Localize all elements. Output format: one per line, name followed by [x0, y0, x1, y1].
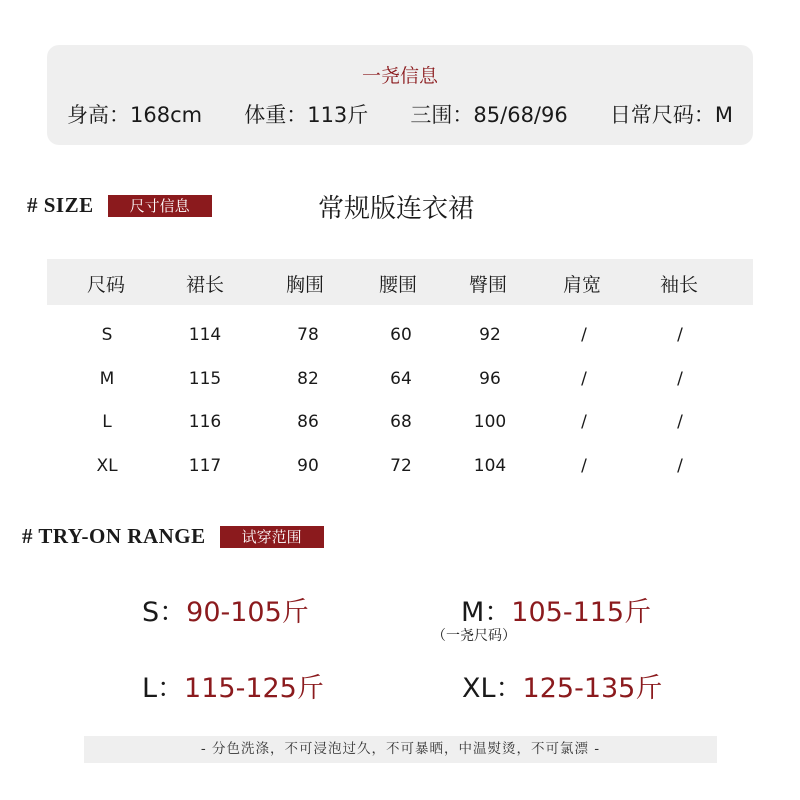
header-shoulder: 肩宽 [562, 274, 602, 296]
size-section-header [27, 193, 212, 218]
table-cell: 116 [188, 412, 222, 432]
table-cell: / [581, 325, 587, 345]
table-cell: / [581, 456, 587, 476]
tryon-range-m [461, 590, 651, 629]
model-height: 身高：168cm [67, 103, 203, 127]
tryon-size-label: M： [461, 597, 512, 628]
tryon-range-s [142, 590, 309, 629]
header-bust: 胸围 [285, 274, 325, 296]
usual-size-note: （一尧尺码） [432, 628, 516, 644]
table-cell: 115 [188, 369, 222, 389]
product-type-title: 常规版连衣裙 [318, 194, 475, 224]
table-cell: 82 [297, 369, 319, 389]
table-cell: 78 [297, 325, 319, 345]
header-size: 尺码 [86, 274, 126, 296]
table-cell: 96 [479, 369, 501, 389]
model-measurements: 三围：85/68/96 [410, 103, 568, 127]
table-cell: S [101, 325, 113, 345]
tryon-weight-range: 125-135斤 [522, 673, 663, 704]
model-weight: 体重：113斤 [244, 103, 369, 127]
table-cell: 86 [297, 412, 319, 432]
size-section-label: # SIZE [27, 193, 94, 217]
model-info-card [47, 45, 753, 145]
tryon-weight-range: 105-115斤 [511, 597, 652, 628]
tryon-section-header [22, 524, 324, 549]
table-row [0, 456, 800, 486]
size-section-tag: 尺寸信息 [108, 195, 212, 217]
table-cell: 72 [390, 456, 412, 476]
table-row [0, 369, 800, 399]
model-stats [67, 99, 733, 129]
table-cell: 100 [473, 412, 507, 432]
table-cell: 60 [390, 325, 412, 345]
table-cell: 90 [297, 456, 319, 476]
table-cell: 92 [479, 325, 501, 345]
table-cell: 64 [390, 369, 412, 389]
tryon-weight-range: 90-105斤 [186, 597, 309, 628]
tryon-size-label: S： [142, 597, 187, 628]
table-cell: 68 [390, 412, 412, 432]
table-cell: / [581, 369, 587, 389]
table-cell: 104 [473, 456, 507, 476]
tryon-range-xl [462, 666, 662, 705]
size-table-header [47, 259, 753, 305]
tryon-weight-range: 115-125斤 [184, 673, 324, 704]
tryon-size-label: L： [142, 673, 185, 704]
header-hip: 臀围 [468, 274, 508, 296]
header-sleeve: 袖长 [659, 274, 699, 296]
table-row [0, 325, 800, 355]
table-cell: M [99, 369, 115, 389]
tryon-section-label: # TRY-ON RANGE [22, 524, 206, 548]
table-cell: / [677, 456, 683, 476]
header-skirt-length: 裙长 [185, 274, 225, 296]
table-cell: L [102, 412, 112, 432]
table-row [0, 412, 800, 442]
table-cell: / [677, 412, 683, 432]
table-cell: XL [96, 456, 118, 476]
tryon-range-l [142, 666, 324, 705]
table-cell: / [677, 369, 683, 389]
tryon-section-tag: 试穿范围 [220, 526, 324, 548]
table-cell: / [677, 325, 683, 345]
care-instructions: - 分色洗涤，不可浸泡过久，不可暴晒，中温熨烫，不可氯漂 - [84, 736, 717, 763]
header-waist: 腰围 [378, 274, 418, 296]
table-cell: 117 [188, 456, 222, 476]
tryon-size-label: XL： [462, 673, 523, 704]
table-cell: 114 [188, 325, 222, 345]
model-info-title: 一尧信息 [361, 65, 438, 87]
model-usual-size: 日常尺码：M [609, 103, 733, 127]
table-cell: / [581, 412, 587, 432]
